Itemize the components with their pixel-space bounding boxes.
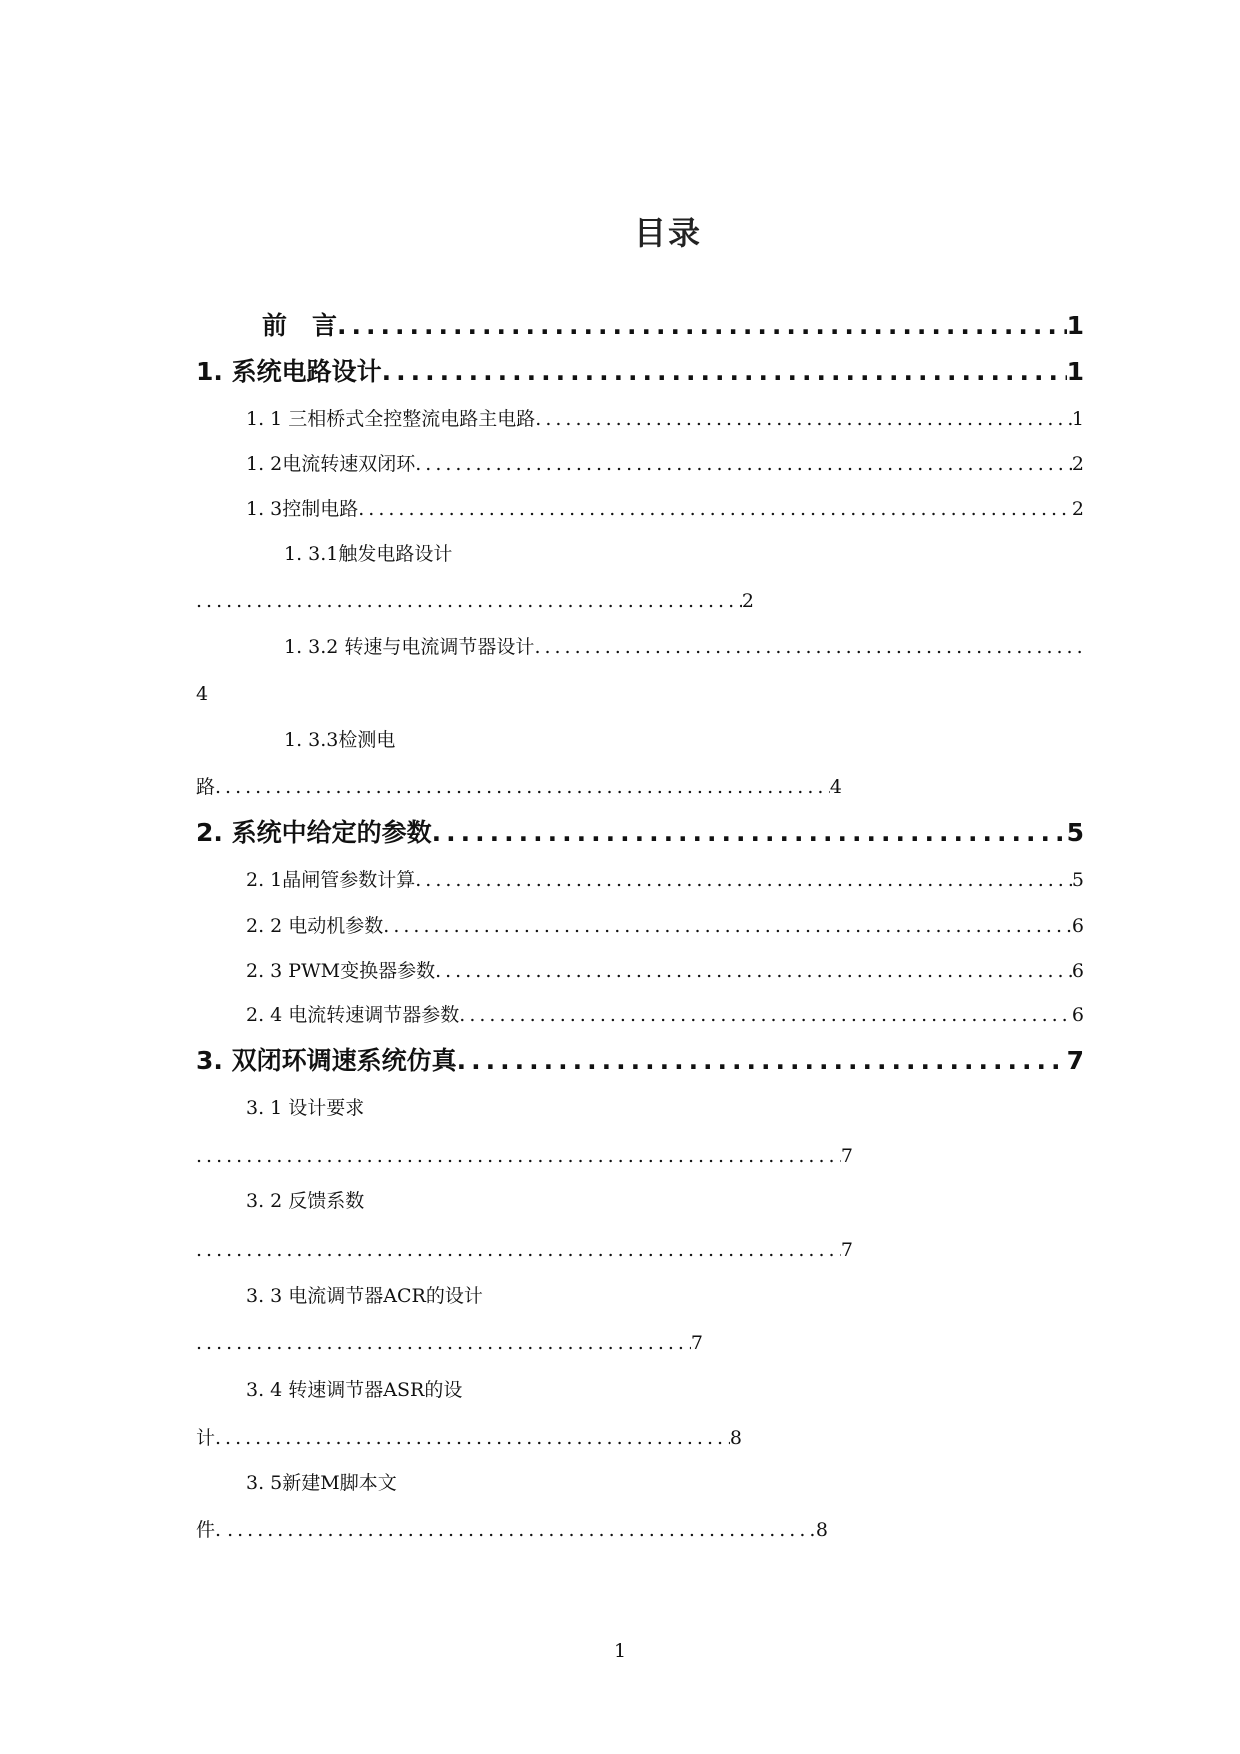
toc-entry-page: 8 xyxy=(729,1427,742,1449)
toc-entry-1-3-3[interactable] xyxy=(196,717,1084,763)
dot-leader xyxy=(535,396,1072,442)
dot-leader xyxy=(432,810,1067,856)
dot-leader xyxy=(382,349,1067,395)
toc-entry-page: 1 xyxy=(1066,357,1084,386)
toc-entry-page: 6 xyxy=(1071,915,1084,937)
toc-entry-page: 5 xyxy=(1071,869,1084,891)
toc-entry-page: 7 xyxy=(1066,1046,1084,1075)
toc-entry-1-3-1-leader-line[interactable] xyxy=(196,578,754,624)
toc-entry-page: 1 xyxy=(1066,311,1084,340)
dot-leader xyxy=(227,1507,816,1553)
toc-entry-2-2[interactable] xyxy=(196,903,1084,949)
toc-entry-3-2-leader-line[interactable] xyxy=(196,1227,853,1273)
toc-entry-label: 2. 4 电流转速调节器参数 xyxy=(246,1004,460,1026)
toc-entry-label: 1. 2电流转速双闭环 xyxy=(246,453,416,475)
dot-leader xyxy=(196,1133,841,1179)
toc-entry-page: 8 xyxy=(815,1519,828,1541)
toc-entry-label: 2. 3 PWM变换器参数 xyxy=(246,960,436,982)
toc-entry-label: 前 言 xyxy=(262,311,338,340)
toc-entry-page: 2 xyxy=(741,590,754,612)
dot-leader xyxy=(337,303,1067,349)
toc-entry-3-3-leader-line[interactable] xyxy=(196,1320,703,1366)
dot-leader xyxy=(215,1415,730,1461)
toc-entry-label: 3. 1 设计要求 xyxy=(246,1097,365,1119)
toc-entry-label: 2. 系统中给定的参数 xyxy=(196,818,432,847)
toc-entry-2-4[interactable] xyxy=(196,992,1084,1038)
toc-entry-1-3-2[interactable] xyxy=(196,624,1084,670)
toc-entry-page: 2 xyxy=(1071,498,1084,520)
toc-entry-label: 1. 3.1触发电路设计 xyxy=(284,543,453,565)
toc-entry-3-4[interactable] xyxy=(196,1367,1084,1413)
toc-entry-preface[interactable] xyxy=(196,303,1084,349)
toc-entry-label-continued: 件. xyxy=(196,1519,228,1541)
toc-entry-page: 1 xyxy=(1071,408,1084,430)
toc-entry-1-3-3-leader-line[interactable] xyxy=(196,764,842,810)
toc-entry-label: 1. 3.2 转速与电流调节器设计 xyxy=(284,636,535,658)
toc-entry-label: 1. 3.3检测电 xyxy=(284,729,396,751)
toc-entry-1-3-2-page-line[interactable] xyxy=(196,671,1084,717)
toc-entry-2-3[interactable] xyxy=(196,948,1084,994)
toc-entry-1-3-1[interactable] xyxy=(196,531,1084,577)
toc-entry-label: 2. 2 电动机参数 xyxy=(246,915,384,937)
dot-leader xyxy=(457,1038,1067,1084)
toc-entry-chapter-2[interactable] xyxy=(196,810,1084,856)
toc-entry-label: 1. 3控制电路 xyxy=(246,498,359,520)
toc-entry-3-1[interactable] xyxy=(196,1085,1084,1131)
toc-entry-page: 7 xyxy=(690,1332,703,1354)
toc-entry-label: 1. 系统电路设计 xyxy=(196,357,382,386)
toc-entry-3-2[interactable] xyxy=(196,1178,1084,1224)
dot-leader xyxy=(415,857,1072,903)
toc-entry-page: 7 xyxy=(840,1145,853,1167)
toc-entry-1-3[interactable] xyxy=(196,486,1084,532)
dot-leader xyxy=(358,486,1072,532)
toc-entry-3-3[interactable] xyxy=(196,1273,1084,1319)
toc-entry-label: 3. 2 反馈系数 xyxy=(246,1190,365,1212)
toc-entry-page: 5 xyxy=(1066,818,1084,847)
toc-entry-label: 3. 双闭环调速系统仿真 xyxy=(196,1046,457,1075)
page-number: 1 xyxy=(613,1640,627,1662)
toc-entry-page: 7 xyxy=(840,1239,853,1261)
toc-entry-page: 4 xyxy=(829,776,842,798)
dot-leader xyxy=(415,441,1072,487)
toc-title: 目录 xyxy=(633,214,702,252)
dot-leader xyxy=(196,578,742,624)
toc-entry-3-1-leader-line[interactable] xyxy=(196,1133,853,1179)
toc-entry-1-2[interactable] xyxy=(196,441,1084,487)
toc-entry-label: 3. 3 电流调节器ACR的设计 xyxy=(246,1285,483,1307)
dot-leader xyxy=(459,992,1072,1038)
toc-entry-chapter-3[interactable] xyxy=(196,1038,1084,1084)
dot-leader xyxy=(534,624,1084,670)
toc-entry-page: 6 xyxy=(1071,1004,1084,1026)
toc-entry-chapter-1[interactable] xyxy=(196,349,1084,395)
dot-leader xyxy=(196,1320,691,1366)
toc-entry-page: 6 xyxy=(1071,960,1084,982)
toc-entry-page: 4 xyxy=(196,683,209,705)
toc-entry-1-1[interactable] xyxy=(196,396,1084,442)
dot-leader xyxy=(215,764,830,810)
toc-entry-page: 2 xyxy=(1071,453,1084,475)
toc-entry-label-continued: 计 xyxy=(196,1427,216,1449)
toc-entry-3-5[interactable] xyxy=(196,1460,1084,1506)
toc-entry-3-4-leader-line[interactable] xyxy=(196,1415,742,1461)
toc-entry-2-1[interactable] xyxy=(196,857,1084,903)
dot-leader xyxy=(383,903,1072,949)
toc-entry-label: 2. 1晶闸管参数计算 xyxy=(246,869,416,891)
dot-leader xyxy=(435,948,1072,994)
toc-entry-label: 1. 1 三相桥式全控整流电路主电路 xyxy=(246,408,536,430)
toc-entry-label-continued: 路 xyxy=(196,776,216,798)
dot-leader xyxy=(196,1227,841,1273)
toc-entry-label: 3. 5新建M脚本文 xyxy=(246,1472,397,1494)
toc-entry-3-5-leader-line[interactable] xyxy=(196,1507,828,1553)
toc-entry-label: 3. 4 转速调节器ASR的设 xyxy=(246,1379,463,1401)
